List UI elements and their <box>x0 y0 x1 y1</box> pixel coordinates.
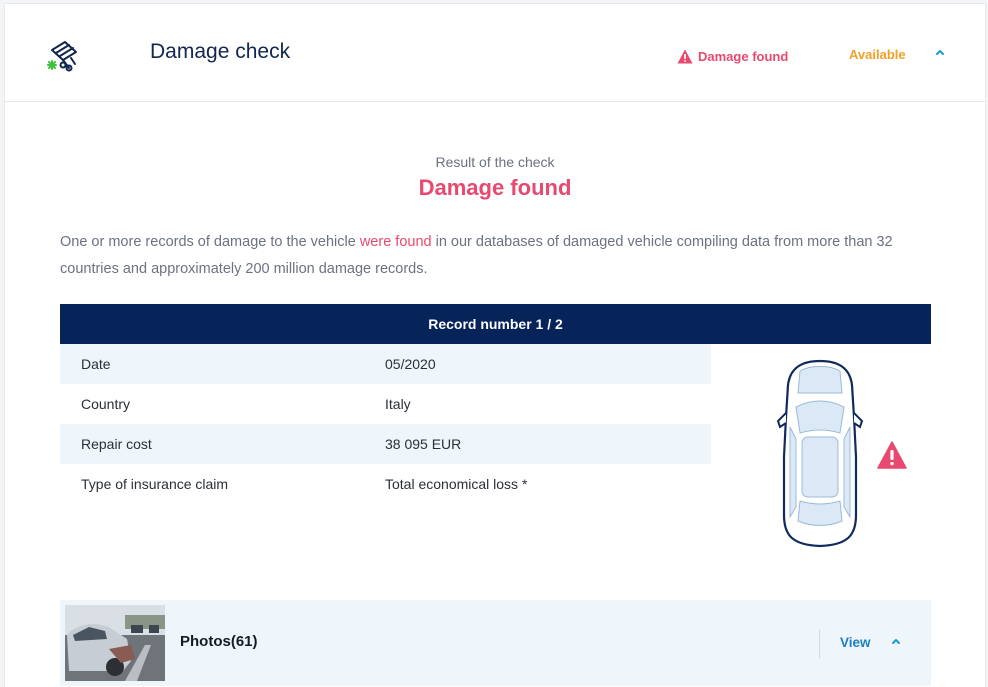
divider <box>819 630 820 658</box>
desc-part-1: One or more records of damage to the vehicle <box>60 234 360 250</box>
warning-icon <box>677 49 693 64</box>
result-description <box>60 229 940 283</box>
record-label: Date <box>81 356 111 372</box>
chevron-up-icon[interactable] <box>934 46 946 58</box>
record-row-repair-cost <box>60 424 711 464</box>
view-photos-button[interactable]: View <box>840 635 871 650</box>
record-value: Total economical loss * <box>385 476 528 492</box>
record-row-date <box>60 344 711 384</box>
record-heading: Record number 1 / 2 <box>60 304 931 344</box>
desc-part-2: in our databases of damaged vehicle compiling data from more than 32 countries and approximately 200 million damage records. <box>60 234 893 277</box>
chevron-up-icon[interactable] <box>890 635 902 647</box>
damage-status <box>677 49 788 64</box>
photos-section[interactable] <box>60 600 931 686</box>
car-diagram-icon <box>770 357 870 549</box>
record-value: Italy <box>385 396 411 412</box>
damage-check-logo <box>43 38 83 74</box>
availability-label: Available <box>849 47 906 62</box>
damage-status-label: Damage found <box>698 49 789 64</box>
record-value: 38 095 EUR <box>385 436 462 452</box>
warning-icon <box>877 441 907 469</box>
record-value: 05/2020 <box>385 356 436 372</box>
photos-label: Photos(61) <box>180 633 258 650</box>
record-label: Type of insurance claim <box>81 476 229 492</box>
record-row-country <box>60 384 711 424</box>
section-title: Damage check <box>150 40 291 63</box>
record-row-claim-type <box>60 464 711 504</box>
section-header[interactable] <box>5 4 985 102</box>
desc-highlight: were found <box>359 234 432 250</box>
record-table <box>60 344 711 504</box>
damage-check-card <box>4 3 986 687</box>
result-title: Damage found <box>418 175 572 200</box>
record-label: Repair cost <box>81 436 152 452</box>
result-label: Result of the check <box>435 154 555 170</box>
record-label: Country <box>81 396 131 412</box>
damaged-car-photo-thumbnail[interactable] <box>65 605 165 681</box>
